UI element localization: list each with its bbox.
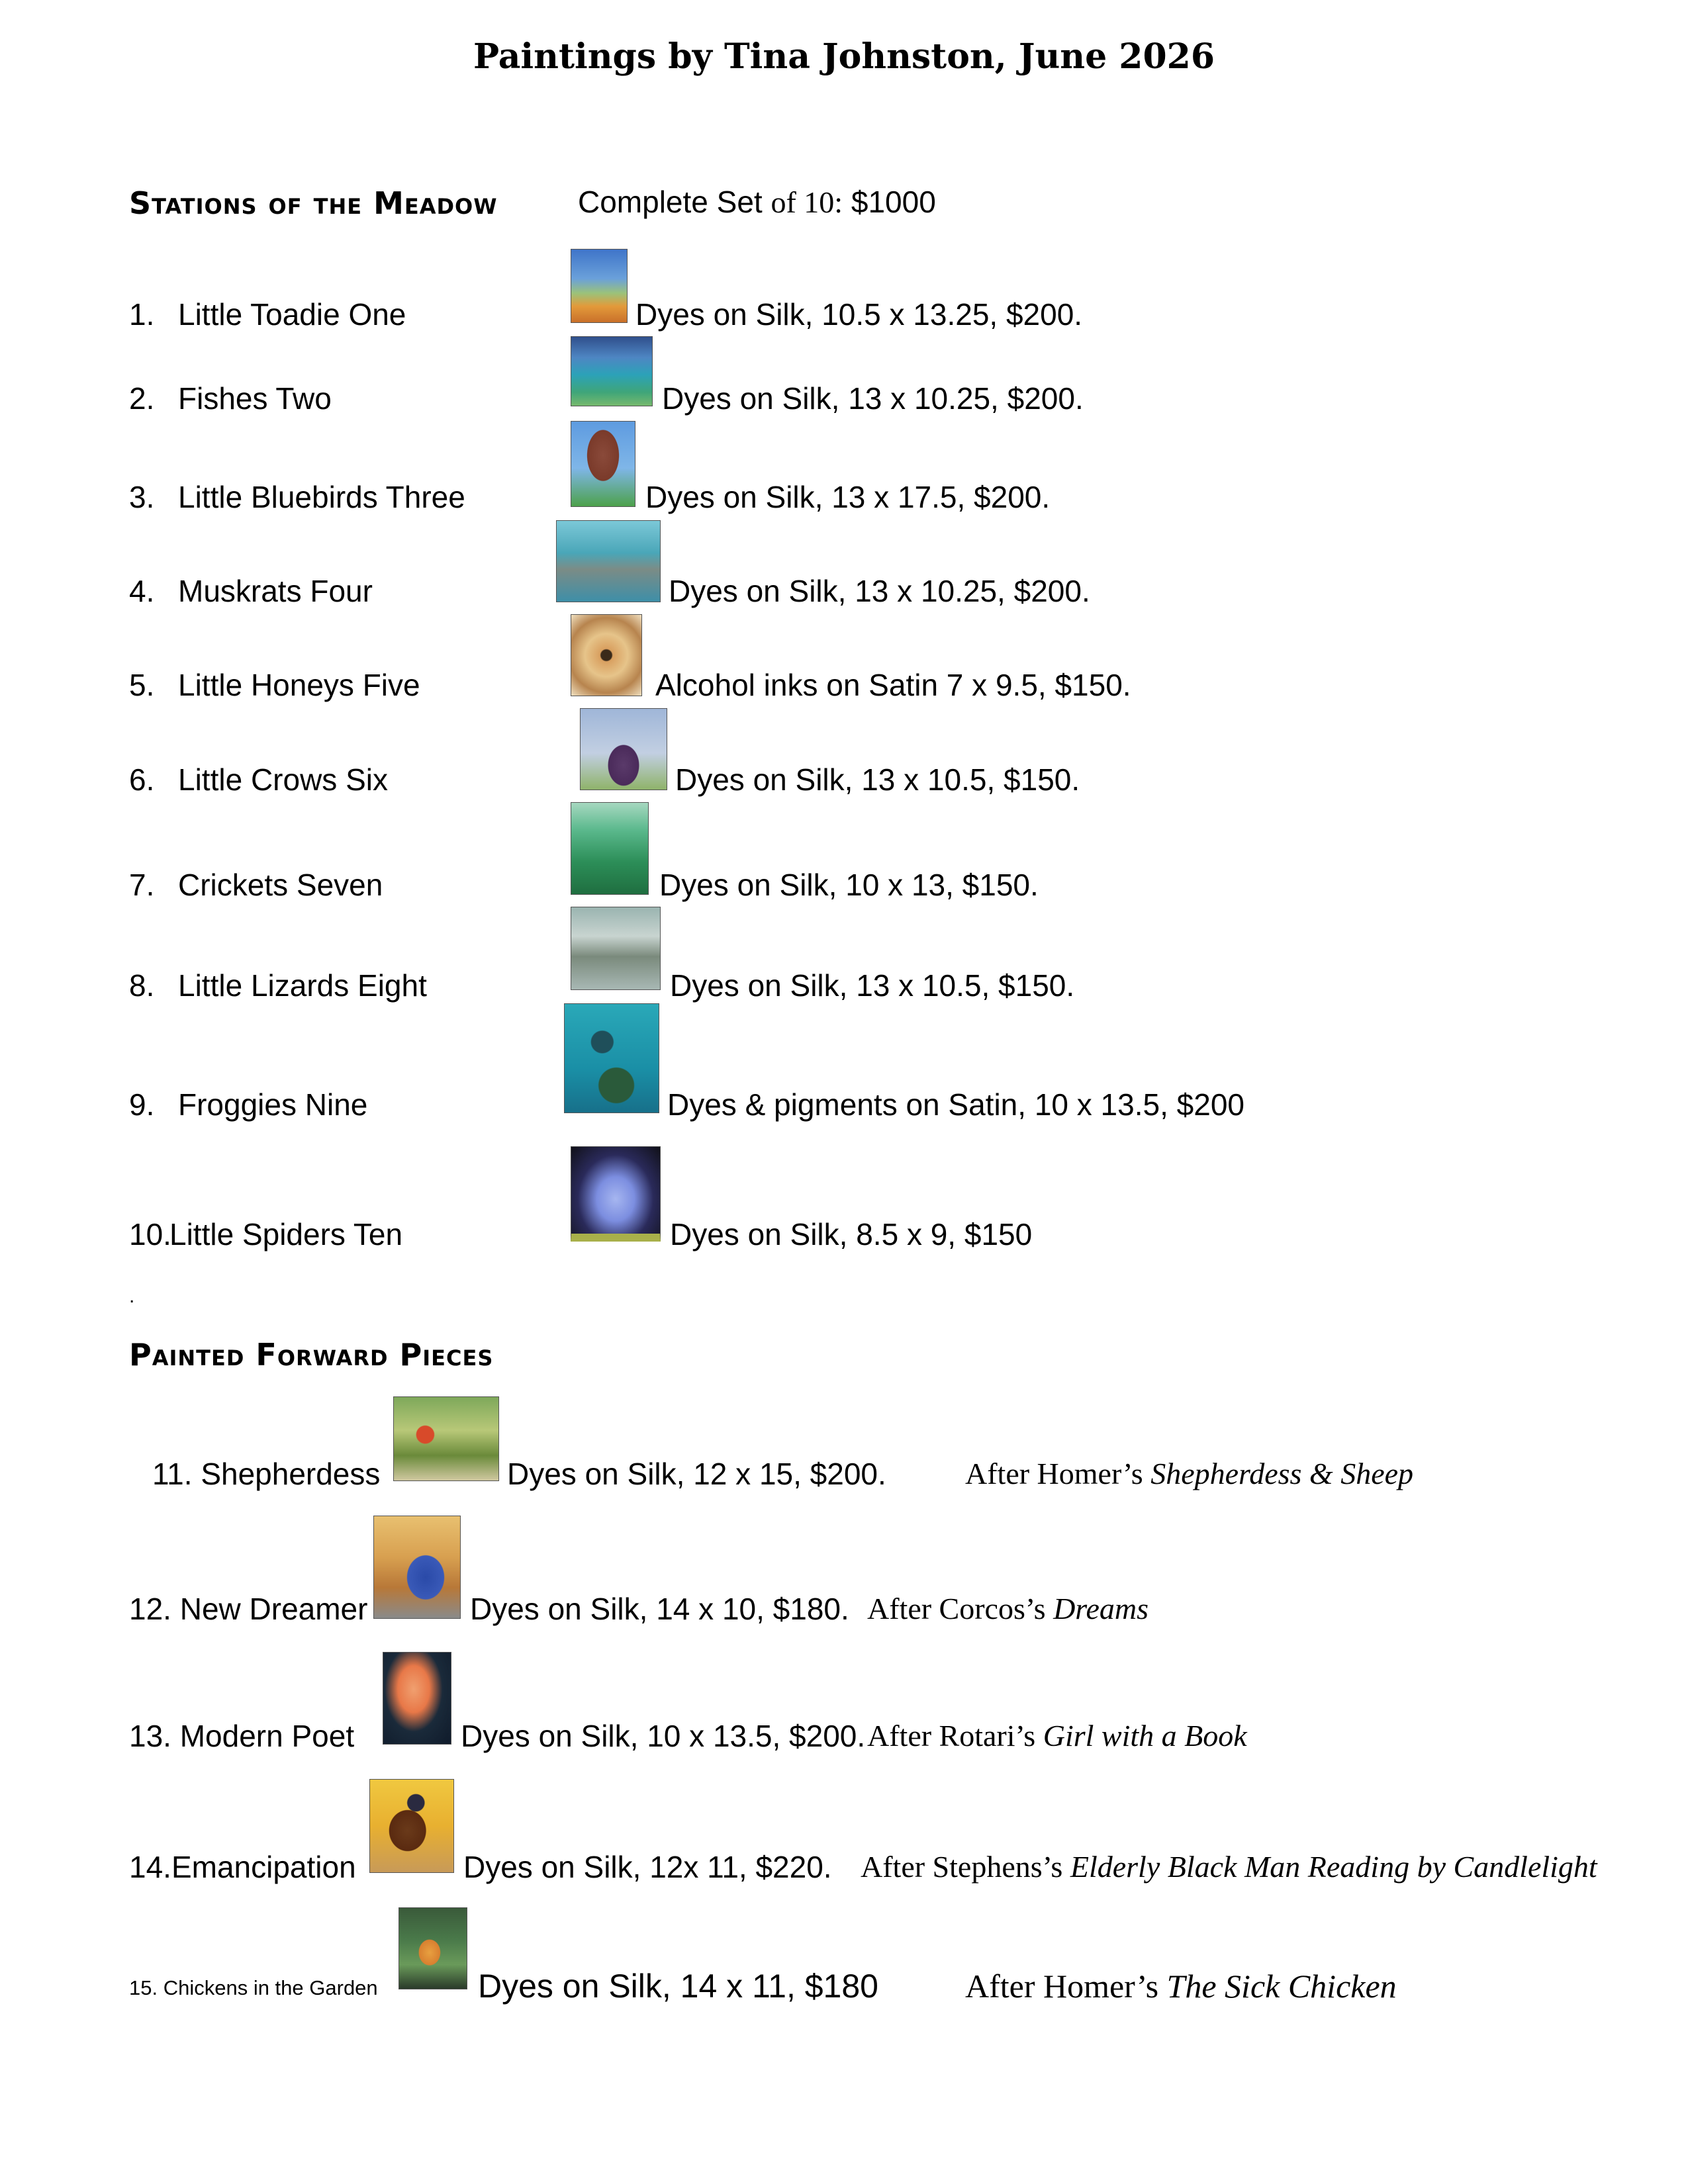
item-number: 9. [129, 1087, 155, 1122]
stations-heading: Stations of the Meadow [129, 185, 498, 221]
item-description: Dyes on Silk, 10 x 13.5, $200. [461, 1719, 866, 1753]
item-description: Dyes on Silk, 8.5 x 9, $150 [670, 1217, 1033, 1251]
item-number: 4. [129, 574, 155, 608]
painting-thumbnail [369, 1779, 454, 1873]
set-of-count: of 10: [771, 185, 843, 219]
forward-item-label: 11. Shepherdess [152, 1457, 381, 1491]
painting-thumbnail [571, 802, 649, 895]
after-attribution [965, 1967, 1397, 2005]
after-work: Dreams [1053, 1592, 1149, 1625]
item-number: 8. [129, 968, 155, 1003]
after-attribution [867, 1718, 1247, 1753]
item-title: Muskrats Four [178, 574, 373, 608]
item-title: Crickets Seven [178, 868, 383, 902]
set-prefix: Complete Set [578, 185, 771, 219]
painting-thumbnail [571, 614, 642, 696]
painting-thumbnail [393, 1396, 499, 1481]
after-artist: After Homer’s [965, 1968, 1167, 2005]
item-number: 7. [129, 868, 155, 902]
after-artist: After Corcos’s [867, 1592, 1054, 1625]
item-title: Little Lizards Eight [178, 968, 427, 1003]
item-number: 5. [129, 668, 155, 702]
painting-thumbnail [564, 1003, 659, 1113]
painting-thumbnail [571, 249, 628, 323]
item-title: Little Toadie One [178, 297, 406, 332]
painting-thumbnail [373, 1516, 461, 1619]
forward-heading: Painted Forward Pieces [129, 1337, 494, 1373]
after-attribution [861, 1849, 1597, 1884]
item-description: Alcohol inks on Satin 7 x 9.5, $150. [655, 668, 1131, 702]
item-description: Dyes on Silk, 13 x 10.5, $150. [670, 968, 1075, 1003]
item-title: Little Honeys Five [178, 668, 420, 702]
item-description: Dyes on Silk, 13 x 10.5, $150. [675, 762, 1080, 797]
item-title: Fishes Two [178, 381, 332, 416]
complete-set-note [578, 184, 936, 220]
item-title: Little Crows Six [178, 762, 388, 797]
after-artist: After Homer’s [965, 1457, 1151, 1490]
after-attribution [867, 1591, 1149, 1626]
after-work: The Sick Chicken [1166, 1968, 1397, 2005]
painting-thumbnail [571, 421, 635, 507]
forward-item-label: 12. New Dreamer [129, 1592, 368, 1626]
item-description: Dyes on Silk, 12 x 15, $200. [507, 1457, 886, 1491]
painting-thumbnail [571, 907, 661, 990]
item-number: 10. [129, 1217, 171, 1251]
item-description: Dyes on Silk, 14 x 10, $180. [470, 1592, 849, 1626]
after-work: Elderly Black Man Reading by Candlelight [1070, 1850, 1597, 1884]
forward-item-label: 15. Chickens in the Garden [129, 1976, 378, 1999]
after-attribution [965, 1456, 1413, 1491]
item-title: Little Spiders Ten [169, 1217, 403, 1251]
painting-thumbnail [571, 1146, 661, 1242]
painting-thumbnail [383, 1652, 451, 1745]
after-artist: After Rotari’s [867, 1719, 1043, 1752]
item-description: Dyes on Silk, 10.5 x 13.25, $200. [635, 297, 1083, 332]
painting-thumbnail [571, 336, 653, 406]
item-description: Dyes on Silk, 12x 11, $220. [463, 1850, 832, 1884]
item-title: Froggies Nine [178, 1087, 368, 1122]
forward-item-label: 13. Modern Poet [129, 1719, 355, 1753]
document-title: Paintings by Tina Johnston, June 2026 [473, 36, 1215, 77]
item-description: Dyes on Silk, 13 x 17.5, $200. [645, 480, 1051, 514]
item-number: 6. [129, 762, 155, 797]
item-number: 3. [129, 480, 155, 514]
item-description: Dyes on Silk, 14 x 11, $180 [478, 1968, 878, 2005]
painting-thumbnail [580, 708, 667, 790]
item-description: Dyes on Silk, 13 x 10.25, $200. [662, 381, 1084, 416]
stray-period: . [129, 1285, 135, 1307]
painting-thumbnail [556, 520, 661, 602]
item-number: 1. [129, 297, 155, 332]
item-description: Dyes on Silk, 13 x 10.25, $200. [669, 574, 1090, 608]
after-work: Girl with a Book [1043, 1719, 1247, 1752]
item-title: Little Bluebirds Three [178, 480, 465, 514]
after-artist: After Stephens’s [861, 1850, 1070, 1884]
painting-thumbnail [399, 1907, 467, 1989]
item-description: Dyes & pigments on Satin, 10 x 13.5, $200 [667, 1087, 1244, 1122]
item-number: 2. [129, 381, 155, 416]
set-price: $1000 [843, 185, 936, 219]
forward-item-label: 14.Emancipation [129, 1850, 356, 1884]
item-description: Dyes on Silk, 10 x 13, $150. [659, 868, 1039, 902]
after-work: Shepherdess & Sheep [1150, 1457, 1414, 1490]
